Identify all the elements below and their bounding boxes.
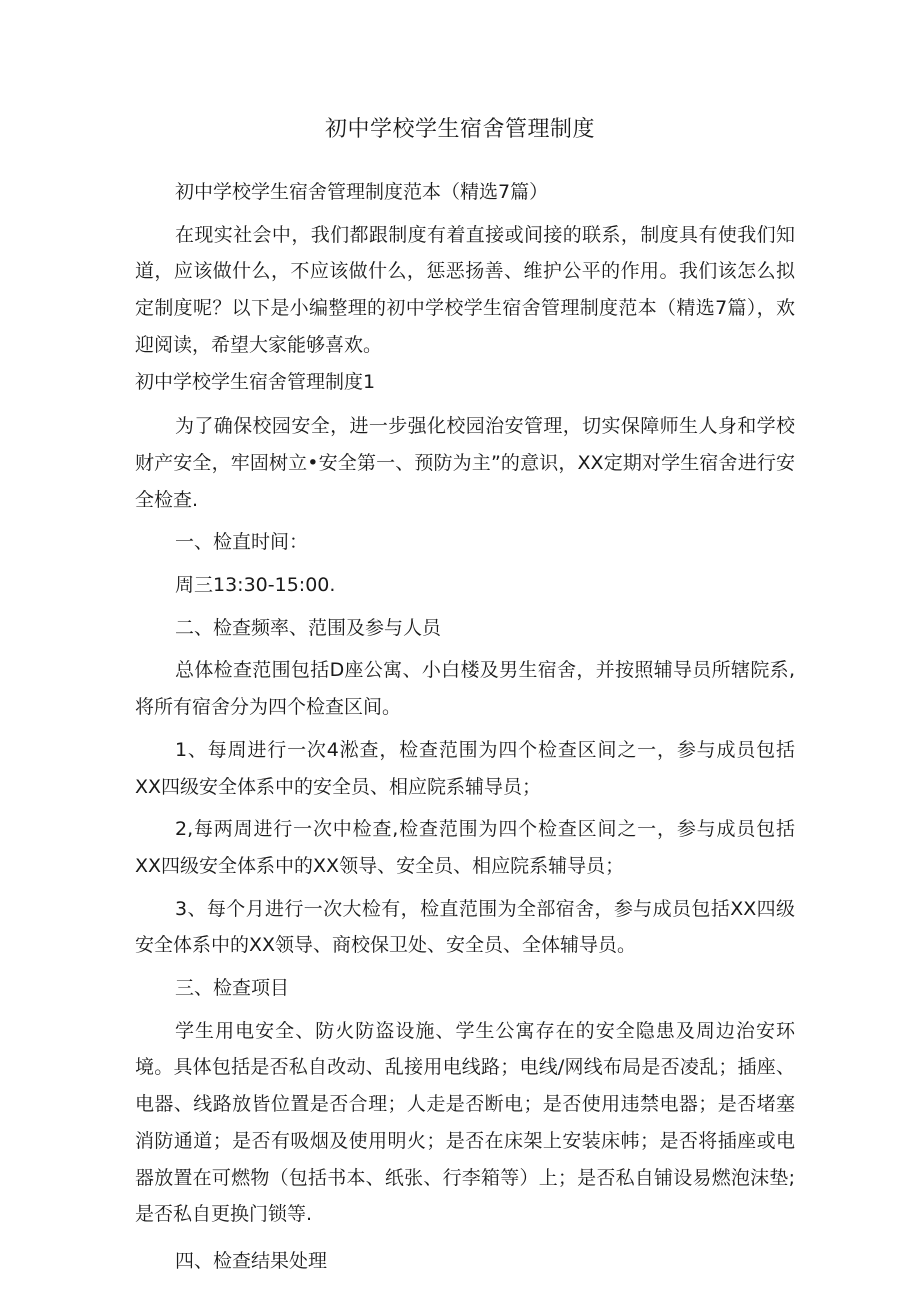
items-paragraph: 学生用电安全、防火防盗设施、学生公寓存在的安全隐患及周边治安环境。具体包括是否私自改动、乱接用电线路；电线/网线布局是否凌乱；插座、电器、线路放皆位置是否合理；人走是否断电；是否使用违禁电器；是否堵塞消防通道；是否有吸烟及使用明火；是否在床架上安装床帏；是否将插座或电器放置在可燃物（包括书本、纸张、行李箱等）上；是否私自铺设易燃泡沫垫;是否私自更换门锁等. [135,1019,795,1226]
purpose-paragraph: 为了确保校园安全，进一步强化校园治安管理，切实保障师生人身和学校财产安全，牢固树立•安全第一、预防为主”的意识，XX定期对学生宿舍进行安全检查. [135,415,795,511]
list-item-3: 3、每个月进行一次大检有，检直范围为全部宿舍，参与成员包括XX四级安全体系中的XX领导、商校保卫处、安全员、全体辅导员。 [135,897,795,957]
intro-paragraph: 在现实社会中，我们都跟制度有着直接或间接的联系，制度具有使我们知道，应该做什么，不应该做什么，惩恶扬善、维护公平的作用。我们该怎么拟定制度呢？以下是小编整理的初中学校学生宿舍管理制度范本（精选7篇），欢迎阅读，希望大家能够喜欢。 [135,223,795,356]
section-heading: 初中学校学生宿舍管理制度1 [135,370,376,393]
document-body [135,174,795,1280]
document-title: 初中学校学生宿舍管理制度 [324,117,595,142]
scope-paragraph: 总体检查范围包括D座公寓、小白楼及男生宿舍，并按照辅导员所辖院系,将所有宿舍分为四个检查区间。 [135,659,795,719]
result-heading: 四、检查结果处理 [175,1249,328,1272]
list-item-1: 1、每周进行一次4淞查，检查范围为四个检查区间之一，参与成员包括XX四级安全体系中的安全员、相应院系辅导员； [135,738,795,798]
subtitle: 初中学校学生宿舍管理制度范本（精选7篇） [175,181,549,203]
time-heading: 一、检直时间： [175,531,309,554]
items-heading: 三、检查项目 [175,977,290,1000]
time-value: 周三13:30-15:00. [175,574,336,597]
list-item-2: 2,每两周进行一次中检查,检查范围为四个检查区间之一，参与成员包括XX四级安全体系中的XX领导、安全员、相应院系辅导员； [135,818,795,877]
frequency-heading: 二、检查频率、范围及参与人员 [175,616,442,639]
